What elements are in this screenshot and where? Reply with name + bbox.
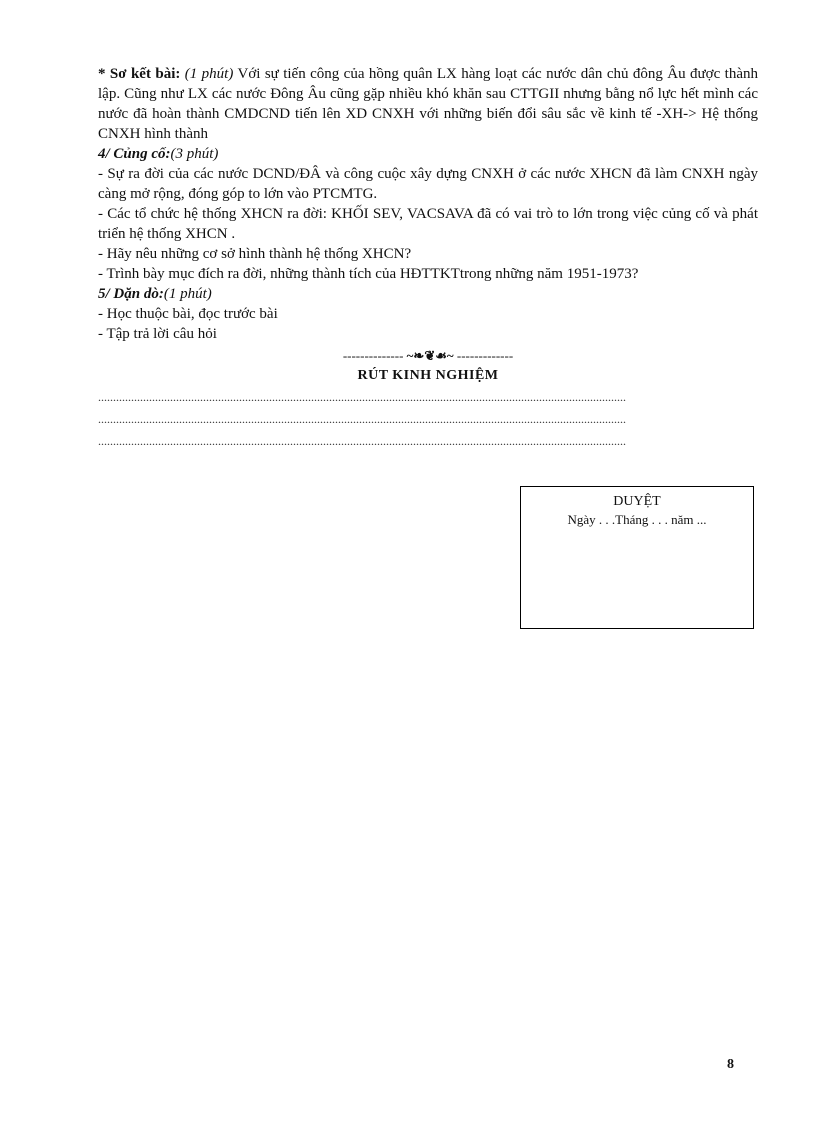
section-divider — [98, 348, 758, 364]
cungco-title: 4/ Củng cố: — [98, 146, 171, 162]
dotted-line: ................................................................................................................................................................................ — [98, 434, 626, 448]
divider-right: ------------- — [456, 348, 514, 363]
summary-label: * Sơ kết bài: — [98, 66, 181, 82]
approval-date: Ngày . . .Tháng . . . năm ... — [567, 512, 707, 527]
dando-heading — [98, 284, 758, 304]
dotted-line: ................................................................................................................................................................................ — [98, 390, 626, 404]
cungco-time: (3 phút) — [170, 146, 219, 162]
approval-box — [520, 486, 754, 629]
page-number: 8 — [727, 1057, 734, 1072]
cungco-line: - Trình bày mục đích ra đời, những thành tích của HĐTTKTtrong những năm 1951-1973? — [98, 266, 639, 282]
rut-kinh-nghiem-title: RÚT KINH NGHIỆM — [357, 368, 499, 383]
cungco-heading — [98, 144, 758, 164]
approval-title: DUYỆT — [613, 494, 661, 509]
dando-title: 5/ Dặn dò: — [98, 286, 164, 302]
divider-left: -------------- — [342, 348, 404, 363]
dando-line: - Học thuộc bài, đọc trước bài — [98, 306, 278, 322]
summary-text: Với sự tiến công của hồng quân LX hàng loạt các nước dân chủ đông Âu được thành lập. Cũng như LX các nước Đông Âu cũng gặp nhiều khó khăn sau CTTGII nhưng bằng nổ lực hết mình các nước đã hoàn thành CMDCND tiến lên XD CNXH với những biến đổi sâu sắc về kinh tế -XH-> Hệ thống CNXH hình thành — [98, 66, 758, 142]
cungco-line: - Sự ra đời của các nước DCND/ĐÂ và công cuộc xây dựng CNXH ở các nước XHCN đã làm CNXH ngày càng mở rộng, đóng góp to lớn vào PTCMTG. — [98, 166, 758, 202]
cungco-line: - Hãy nêu những cơ sở hình thành hệ thống XHCN? — [98, 246, 412, 262]
cungco-line: - Các tổ chức hệ thống XHCN ra đời: KHỐI SEV, VACSAVA đã có vai trò to lớn trong việc củng cố và phát triển hệ thống XHCN . — [98, 206, 758, 242]
dando-line: - Tập trả lời câu hỏi — [98, 326, 217, 342]
ornament-icon: ~❧❦☙~ — [406, 348, 454, 363]
dando-time: (1 phút) — [163, 286, 212, 302]
dotted-line: ................................................................................................................................................................................ — [98, 412, 626, 426]
summary-paragraph — [98, 64, 758, 144]
lesson-content — [98, 64, 758, 452]
summary-time: (1 phút) — [180, 66, 234, 82]
